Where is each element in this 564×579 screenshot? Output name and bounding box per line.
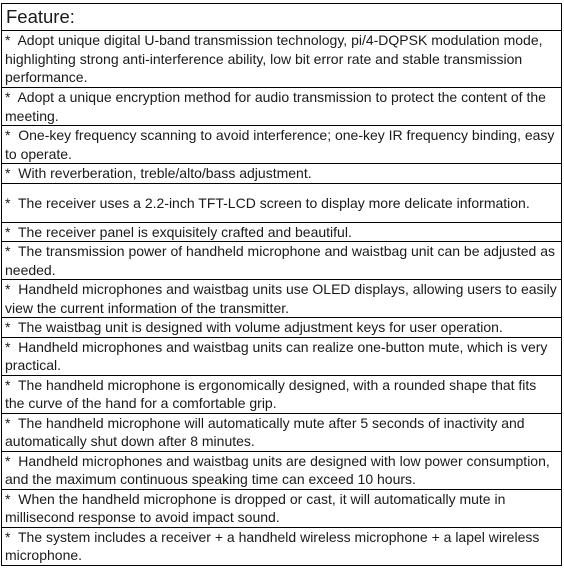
- table-row: [2, 222, 562, 242]
- feature-text: The receiver panel is exquisitely crafted and beautiful.: [17, 223, 352, 240]
- feature-cell: [2, 126, 562, 164]
- feature-text: The waistbag unit is designed with volume adjustment keys for user operation.: [17, 319, 503, 335]
- table-row: [2, 318, 562, 338]
- table-row: [2, 126, 562, 164]
- bullet-marker: *: [5, 194, 11, 211]
- bullet-marker: *: [5, 165, 11, 181]
- feature-cell: [2, 527, 562, 565]
- table-row: [2, 527, 562, 565]
- table-row: [2, 375, 562, 413]
- feature-text: Adopt a unique encryption method for audio transmission to protect the content of the meeting.: [5, 89, 546, 124]
- table-row: [2, 31, 562, 88]
- feature-cell: [2, 375, 562, 413]
- bullet-marker: *: [5, 376, 11, 393]
- bullet-marker: *: [5, 490, 11, 507]
- bullet-marker: *: [5, 338, 11, 355]
- feature-cell: [2, 318, 562, 338]
- table-row: [2, 451, 562, 489]
- feature-text: The handheld microphone will automatically mute after 5 seconds of inactivity and automatically shut down after 8 minutes.: [5, 414, 525, 449]
- feature-cell: [2, 242, 562, 280]
- feature-table: [1, 3, 562, 566]
- feature-text: One-key frequency scanning to avoid interference; one-key IR frequency binding, easy to operate.: [5, 127, 555, 162]
- feature-cell: [2, 88, 562, 126]
- feature-cell: [2, 280, 562, 318]
- feature-cell: [2, 31, 562, 88]
- bullet-marker: *: [5, 243, 11, 259]
- feature-cell: [2, 164, 562, 184]
- feature-cell: [2, 489, 562, 527]
- table-row: [2, 242, 562, 280]
- feature-text: Handheld microphones and waistbag units can realize one-button mute, which is very practical.: [5, 338, 548, 373]
- bullet-marker: *: [5, 528, 11, 545]
- feature-cell: [2, 451, 562, 489]
- bullet-marker: *: [5, 319, 11, 335]
- feature-text: With reverberation, treble/alto/bass adjustment.: [18, 165, 312, 181]
- bullet-marker: *: [5, 127, 11, 143]
- table-row: [2, 337, 562, 375]
- feature-text: When the handheld microphone is dropped or cast, it will automatically mute in millisecond response to avoid impact sound.: [5, 490, 506, 525]
- feature-text: Adopt unique digital U-band transmission technology, pi/4-DQPSK modulation mode, highlighting strong anti-interference ability, low bit error rate and stable transmission performance.: [5, 32, 543, 85]
- feature-text: Handheld microphones and waistbag units use OLED displays, allowing users to easily view the current information of the transmitter.: [5, 281, 557, 316]
- bullet-marker: *: [5, 281, 11, 297]
- feature-cell: [2, 183, 562, 222]
- table-row: [2, 413, 562, 451]
- table-row: [2, 489, 562, 527]
- table-header-row: [2, 4, 562, 31]
- bullet-marker: *: [5, 414, 11, 431]
- feature-text: The receiver uses a 2.2-inch TFT-LCD screen to display more delicate information.: [17, 194, 530, 211]
- feature-cell: [2, 337, 562, 375]
- feature-text: The handheld microphone is ergonomically designed, with a rounded shape that fits the curve of the hand for a comfortable grip.: [5, 376, 537, 411]
- feature-cell: [2, 222, 562, 242]
- table-row: [2, 280, 562, 318]
- feature-text: The transmission power of handheld microphone and waistbag unit can be adjusted as needed.: [5, 243, 555, 278]
- table-row: [2, 88, 562, 126]
- feature-text: The system includes a receiver + a handheld wireless microphone + a lapel wireless microphone.: [5, 528, 540, 563]
- feature-text: Handheld microphones and waistbag units are designed with low power consumption, and the maximum continuous speaking time can exceed 10 hours.: [5, 452, 550, 487]
- bullet-marker: *: [5, 452, 11, 469]
- table-row: [2, 183, 562, 222]
- feature-cell: [2, 413, 562, 451]
- table-row: [2, 164, 562, 184]
- bullet-marker: *: [5, 223, 11, 240]
- bullet-marker: *: [5, 32, 11, 48]
- bullet-marker: *: [5, 89, 11, 105]
- feature-heading: Feature:: [2, 4, 562, 31]
